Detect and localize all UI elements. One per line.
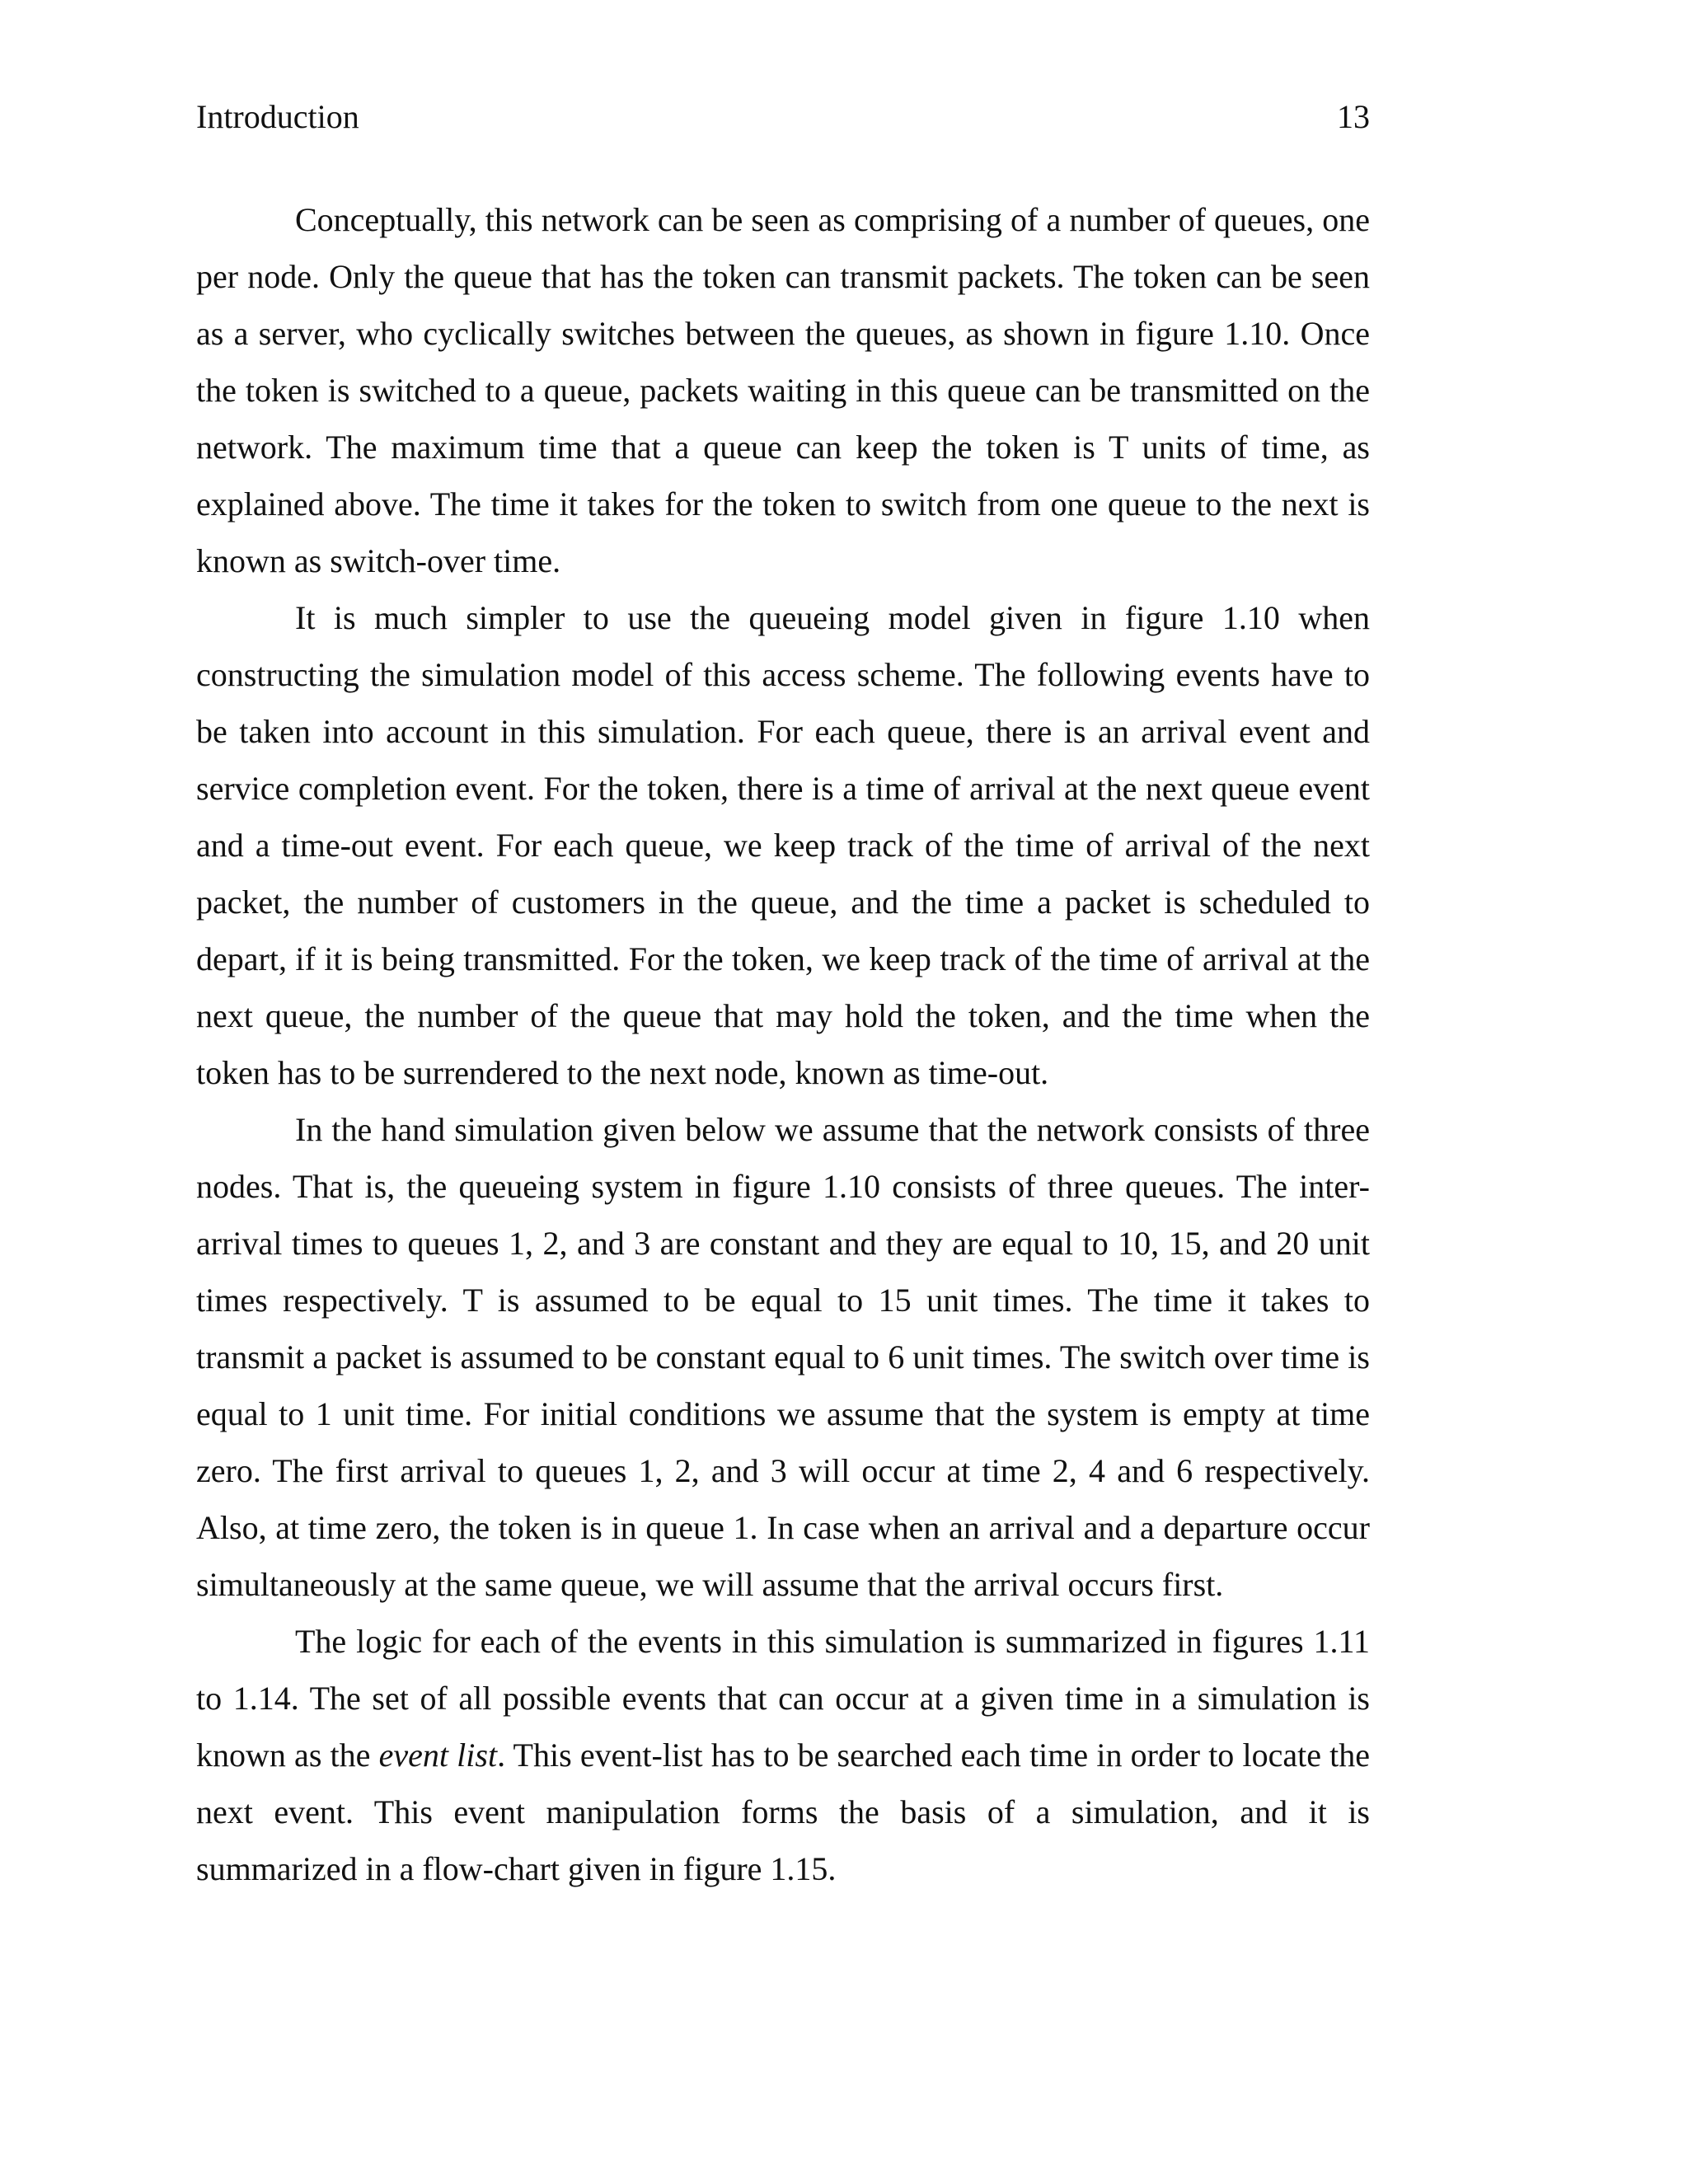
body-text bbox=[196, 191, 1370, 1897]
emphasis-event-list: event list bbox=[378, 1736, 498, 1774]
paragraph-4-text-before: The logic for each of the events in this simulation is summarized in figures 1.11 to 1.14. The set of all possible events that can occur at a given time in a simulation is known as the bbox=[196, 1623, 1370, 1774]
page-header bbox=[196, 92, 1370, 142]
page-number: 13 bbox=[1337, 98, 1370, 135]
paragraph-4 bbox=[196, 1613, 1370, 1897]
running-header-title: Introduction bbox=[196, 98, 359, 135]
paragraph-4-text-after: . This event-list has to be searched each time in order to locate the next event. This event manipulation forms the basis of a simulation, and it is summarized in a flow-chart given in figure 1.15. bbox=[196, 1736, 1371, 1887]
paragraph-1: Conceptually, this network can be seen as comprising of a number of queues, one per node. Only the queue that has the token can transmit packets. The token can be seen as a server, who cyclically switches between the queues, as shown in figure 1.10. Once the token is switched to a queue, packets waiting in this queue can be transmitted on the network. The maximum time that a queue can keep the token is T units of time, as explained above. The time it takes for the token to switch from one queue to the next is known as switch-over time. bbox=[196, 201, 1370, 579]
paragraph-3: In the hand simulation given below we assume that the network consists of three nodes. That is, the queueing system in figure 1.10 consists of three queues. The inter-arrival times to queues 1, 2, and 3 are constant and they are equal to 10, 15, and 20 unit times respectively. T is assumed to be equal to 15 unit times. The time it takes to transmit a packet is assumed to be constant equal to 6 unit times. The switch over time is equal to 1 unit time. For initial conditions we assume that the system is empty at time zero. The first arrival to queues 1, 2, and 3 will occur at time 2, 4 and 6 respectively. Also, at time zero, the token is in queue 1. In case when an arrival and a departure occur simultaneously at the same queue, we will assume that the arrival occurs first. bbox=[196, 1111, 1370, 1603]
paragraph-2: It is much simpler to use the queueing model given in figure 1.10 when constructing the simulation model of this access scheme. The following events have to be taken into account in this simulation. For each queue, there is an arrival event and service completion event. For the token, there is a time of arrival at the next queue event and a time-out event. For each queue, we keep track of the time of arrival of the next packet, the number of customers in the queue, and the time a packet is scheduled to depart, if it is being transmitted. For the token, we keep track of the time of arrival at the next queue, the number of the queue that may hold the token, and the time when the token has to be surrendered to the next node, known as time-out. bbox=[196, 599, 1370, 1091]
